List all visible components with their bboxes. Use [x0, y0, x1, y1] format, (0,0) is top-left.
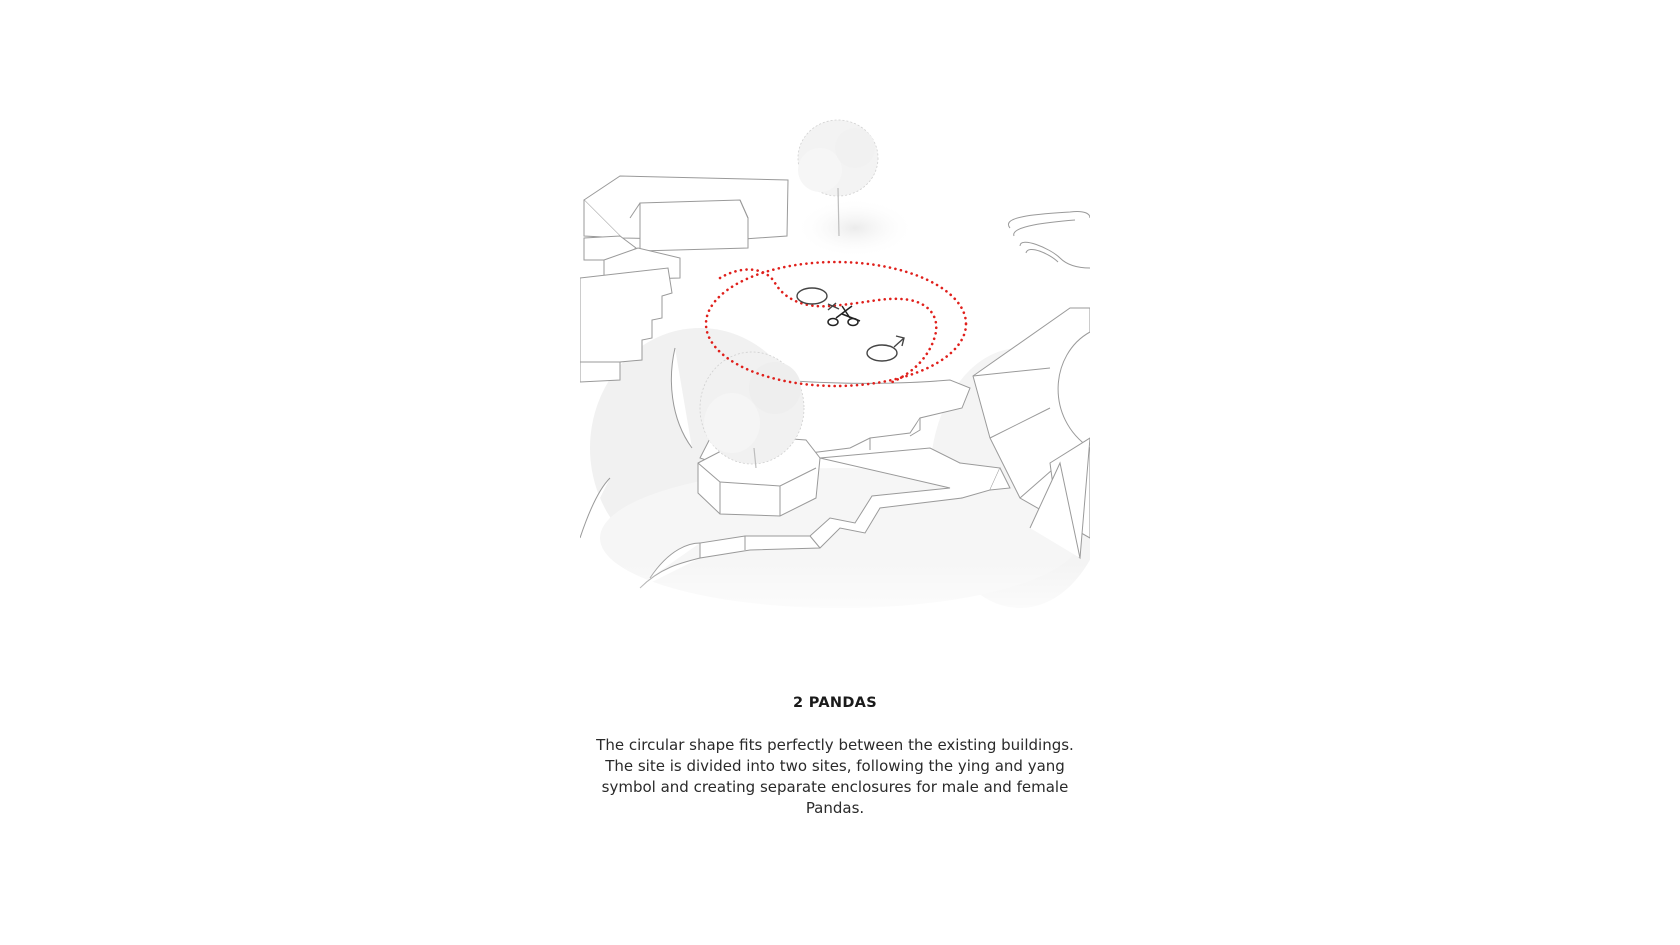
site-model-illustration — [580, 118, 1090, 633]
figure-title: 2 PANDAS — [793, 695, 877, 711]
figure-caption — [580, 695, 1090, 819]
scissors-icon — [828, 306, 860, 326]
existing-path-top-right — [1008, 211, 1090, 268]
bottom-fade — [580, 563, 1090, 633]
male-symbol-icon — [867, 336, 904, 361]
existing-buildings-top-left — [584, 176, 788, 280]
site-diagram — [580, 118, 1090, 633]
figure-description: The circular shape fits perfectly between the existing buildings. The site is divided into two sites, following the ying and yang symbol and creating separate enclosures for male and female Pandas. — [596, 736, 1074, 817]
